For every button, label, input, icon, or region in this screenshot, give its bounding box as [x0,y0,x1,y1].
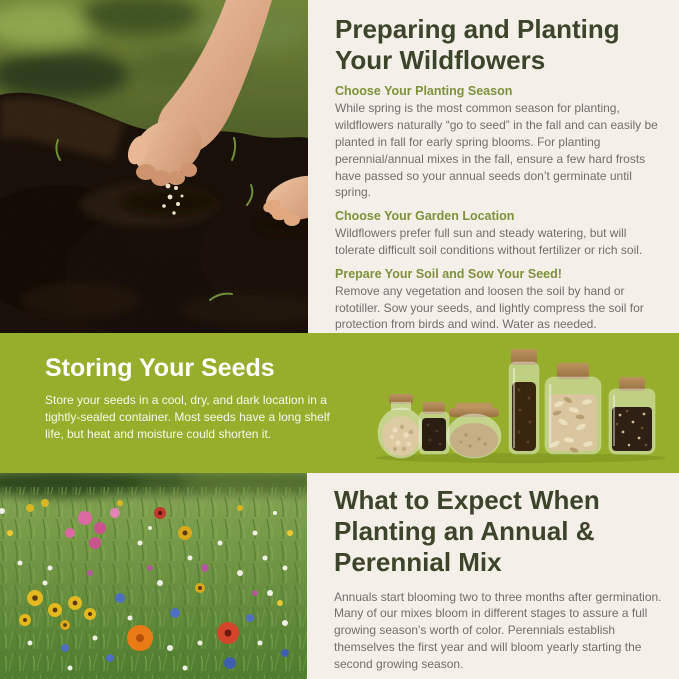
expectations-title [334,485,665,579]
wildflower-meadow-photo [0,473,307,679]
planting-title-line1: Preparing and Planting [335,14,620,44]
planting-instructions-panel [308,0,679,333]
instruction-body: Remove any vegetation and loosen the soil by hand or rototiller. Sow your seeds, and lightly compress the soil for protection from birds and wind. Water as needed. [335,283,644,332]
bottom-row [0,473,679,679]
expectations-title-line2: Planting an Annual & [334,516,595,547]
storing-seeds-text [0,333,348,473]
expectations-title-line1: What to Expect When [334,485,600,515]
seed-storage-jars-photo [371,332,671,467]
storing-title: Storing Your Seeds [45,354,275,382]
expectations-body: Annuals start blooming two to three months after germination. Many of our mixes bloom in different stages to assure a full growing season's worth of color. Perennials establish themselves the first year and will bloom yearly starting the second growing season. [334,589,662,671]
instruction-heading: Choose Your Planting Season [335,84,513,99]
instruction-heading: Choose Your Garden Location [335,209,515,224]
planting-title-line2: Your Wildflowers [335,45,546,76]
instruction-section-season [335,83,663,201]
storing-seeds-banner [0,333,679,473]
storing-body: Store your seeds in a cool, dry, and dark location in a tightly-sealed container. Most seeds have a long shelf life, but heat and moisture could shorten it. [45,393,330,441]
planting-title [335,14,663,76]
instruction-heading: Prepare Your Soil and Sow Your Seed! [335,266,562,281]
hand-sowing-seeds-photo [0,0,308,333]
top-row [0,0,679,333]
instruction-section-location [335,208,663,259]
instruction-section-soil [335,266,663,333]
instruction-body: While spring is the most common season for planting, wildflowers naturally “go to seed” in the fall and can easily be planted in fall for early spring blooms. For planting perennial/annual mixes in the fall, ensure a few hard frosts have passed so your annual seeds don’t germinate until spring. [335,101,658,200]
seed-jars-area [348,333,679,473]
expectations-panel [307,473,679,679]
instruction-body: Wildflowers prefer full sun and steady watering, but will tolerate difficult soil conditions without fertilizer or rich soil. [335,226,643,257]
expectations-title-line3: Perennial Mix [334,547,502,578]
